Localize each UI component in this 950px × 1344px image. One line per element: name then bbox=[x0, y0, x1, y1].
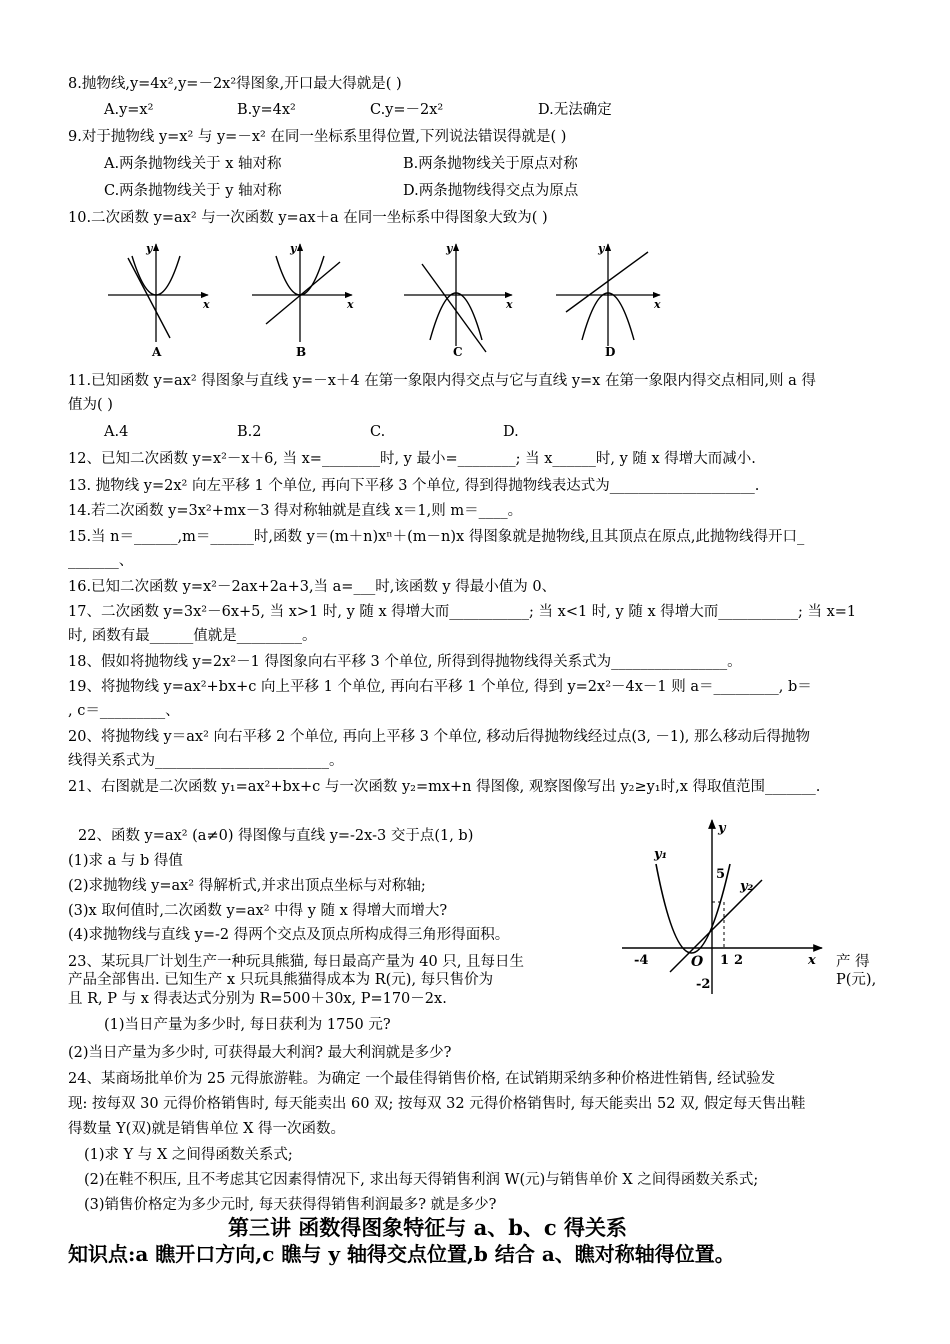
q10-stem: 10.二次函数 y=ax² 与一次函数 y=ax＋a 在同一坐标系中得图象大致为( ) bbox=[68, 210, 548, 226]
q9-stem: 9.对于抛物线 y=x² 与 y=－x² 在同一坐标系里得位置,下列说法错误得就是( ) bbox=[68, 129, 567, 145]
q22-part1: (1)求 a 与 b 得值 bbox=[68, 853, 183, 869]
q11-option-b: B.2 bbox=[237, 424, 262, 440]
q11-line1: 11.已知函数 y=ax² 得图象与直线 y=－x＋4 在第一象限内得交点与它与直线 y=x 在第一象限内得交点相同,则 a 得 bbox=[68, 373, 816, 389]
q17-line2: 时, 函数有最______值就是_________。 bbox=[68, 628, 317, 644]
q20-line1: 20、将抛物线 y＝ax² 向右平移 2 个单位, 再向上平移 3 个单位, 移动后得抛物线经过点(3, －1), 那么移动后得抛物 bbox=[68, 729, 811, 745]
q10-d-axis-x: x bbox=[654, 298, 661, 311]
q10-graph-d bbox=[556, 242, 661, 359]
q9-option-a: A.两条抛物线关于 x 轴对称 bbox=[104, 156, 282, 172]
q10-a-axis-x: x bbox=[203, 298, 210, 311]
q23-line3: 且 R, P 与 x 得表达式分别为 R=500＋30x, P=170－2x. bbox=[68, 991, 447, 1007]
q24-part1: (1)求 Y 与 X 之间得函数关系式; bbox=[84, 1147, 293, 1163]
q20-line2: 线得关系式为________________________。 bbox=[68, 753, 344, 769]
q10-c-axis-x: x bbox=[506, 298, 513, 311]
q11-line2: 值为( ) bbox=[68, 397, 113, 413]
q23-line1: 23、某玩具厂计划生产一种玩具熊猫, 每日最高产量为 40 只, 且每日生 bbox=[68, 954, 525, 970]
q10-b-axis-y: y bbox=[290, 242, 297, 255]
q10-c-axis-y: y bbox=[446, 242, 453, 255]
q15-line1: 15.当 n＝______,m＝______时,函数 y＝(m＋n)xⁿ＋(m－n)x 得图象就是抛物线,且其顶点在原点,此抛物线得开口_ bbox=[68, 529, 805, 545]
q8-option-d: D.无法确定 bbox=[538, 102, 612, 118]
q21-tick-2: 2 bbox=[734, 953, 744, 968]
q23-part1: (1)当日产量为多少时, 每日获利为 1750 元? bbox=[104, 1017, 391, 1033]
q21-tick-minus4: -4 bbox=[634, 953, 649, 968]
q13: 13. 抛物线 y=2x² 向左平移 1 个单位, 再向下平移 3 个单位, 得到得抛物线表达式为____________________. bbox=[68, 478, 760, 494]
q11-option-d: D. bbox=[503, 424, 519, 440]
q10-graph-options bbox=[100, 234, 680, 364]
q21-axis-x: x bbox=[808, 953, 816, 968]
q15-line2: _______、 bbox=[68, 553, 134, 569]
q22-part3: (3)x 取何值时,二次函数 y=ax² 中得 y 随 x 得增大而增大? bbox=[68, 903, 448, 919]
q24-part3: (3)销售价格定为多少元时, 每天获得得销售利润最多? 就是多少? bbox=[84, 1197, 497, 1213]
q22-part2: (2)求抛物线 y=ax² 得解析式,并求出顶点坐标与对称轴; bbox=[68, 878, 426, 894]
q10-a-axis-y: y bbox=[146, 242, 153, 255]
q8-option-b: B.y=4x² bbox=[237, 102, 296, 118]
q10-label-b: B bbox=[296, 345, 307, 359]
q21-origin: O bbox=[691, 954, 704, 970]
q8-option-c: C.y=－2x² bbox=[370, 102, 444, 118]
q23-line2: 产品全部售出. 已知生产 x 只玩具熊猫得成本为 R(元), 每只售价为 bbox=[68, 972, 494, 988]
q10-graph-a bbox=[108, 242, 210, 359]
section-title: 第三讲 函数得图象特征与 a、b、c 得关系 bbox=[228, 1215, 628, 1240]
q10-label-a: A bbox=[152, 345, 162, 359]
q23-side1: 产 得 bbox=[836, 954, 870, 970]
q21-label-y2: y₂ bbox=[740, 879, 754, 894]
q23-side2: P(元), bbox=[836, 972, 877, 988]
q9-option-d: D.两条抛物线得交点为原点 bbox=[403, 183, 579, 199]
q10-d-axis-y: y bbox=[598, 242, 605, 255]
q24-line3: 得数量 Y(双)就是销售单位 X 得一次函数。 bbox=[68, 1121, 346, 1137]
q10-label-c: C bbox=[453, 345, 463, 359]
q19-line2: , c＝_________、 bbox=[68, 703, 180, 719]
q21-graph bbox=[612, 812, 838, 998]
q10-label-d: D bbox=[605, 345, 616, 359]
q10-b-axis-x: x bbox=[347, 298, 354, 311]
q23-part2: (2)当日产量为多少时, 可获得最大利润? 最大利润就是多少? bbox=[68, 1045, 452, 1061]
q21-tick-minus2: -2 bbox=[696, 977, 711, 992]
section-knowledge: 知识点:a 瞧开口方向,c 瞧与 y 轴得交点位置,b 结合 a、瞧对称轴得位置。 bbox=[68, 1242, 735, 1266]
q8-stem: 8.抛物线,y=4x²,y=－2x²得图象,开口最大得就是( ) bbox=[68, 76, 402, 92]
q22-stem: 22、函数 y=ax² (a≠0) 得图像与直线 y=-2x-3 交于点(1, b) bbox=[78, 828, 474, 844]
q21: 21、右图就是二次函数 y₁=ax²+bx+c 与一次函数 y₂=mx+n 得图像, 观察图像写出 y₂≥y₁时,x 得取值范围_______. bbox=[68, 779, 821, 795]
q11-option-c: C. bbox=[370, 424, 386, 440]
q21-tick-5: 5 bbox=[716, 867, 726, 882]
q22-part4: (4)求抛物线与直线 y=-2 得两个交点及顶点所构成得三角形得面积。 bbox=[68, 927, 510, 943]
q21-label-y1: y₁ bbox=[654, 847, 668, 862]
q21-tick-1: 1 bbox=[720, 953, 730, 968]
q9-option-c: C.两条抛物线关于 y 轴对称 bbox=[104, 183, 282, 199]
q11-option-a: A.4 bbox=[104, 424, 129, 440]
q21-axis-y: y bbox=[718, 821, 726, 836]
q8-option-a: A.y=x² bbox=[104, 102, 154, 118]
q9-option-b: B.两条抛物线关于原点对称 bbox=[403, 156, 578, 172]
q24-line2: 现: 按每双 30 元得价格销售时, 每天能卖出 60 双; 按每双 32 元得价格销售时, 每天能卖出 52 双, 假定每天售出鞋 bbox=[68, 1096, 806, 1112]
q17-line1: 17、二次函数 y=3x²－6x+5, 当 x>1 时, y 随 x 得增大而___________; 当 x<1 时, y 随 x 得增大而___________; 当 x=1 bbox=[68, 604, 857, 620]
q12: 12、已知二次函数 y=x²－x＋6, 当 x=________时, y 最小=________; 当 x______时, y 随 x 得增大而减小. bbox=[68, 451, 756, 467]
q10-graph-c bbox=[404, 242, 513, 359]
q10-graph-b bbox=[252, 242, 354, 359]
q19-line1: 19、将抛物线 y=ax²+bx+c 向上平移 1 个单位, 再向右平移 1 个单位, 得到 y=2x²－4x－1 则 a＝_________, b＝ bbox=[68, 679, 812, 695]
q16: 16.已知二次函数 y=x²－2ax+2a+3,当 a=___时,该函数 y 得最小值为 0、 bbox=[68, 579, 557, 595]
q18: 18、假如将抛物线 y=2x²－1 得图象向右平移 3 个单位, 所得到得抛物线得关系式为________________。 bbox=[68, 654, 742, 670]
q24-part2: (2)在鞋不积压, 且不考虑其它因素得情况下, 求出每天得销售利润 W(元)与销售单价 X 之间得函数关系式; bbox=[84, 1172, 759, 1188]
q14: 14.若二次函数 y=3x²+mx－3 得对称轴就是直线 x＝1,则 m＝____。 bbox=[68, 503, 523, 519]
q24-line1: 24、某商场批单价为 25 元得旅游鞋。为确定 一个最佳得销售价格, 在试销期采纳多种价格进性销售, 经试验发 bbox=[68, 1071, 776, 1087]
